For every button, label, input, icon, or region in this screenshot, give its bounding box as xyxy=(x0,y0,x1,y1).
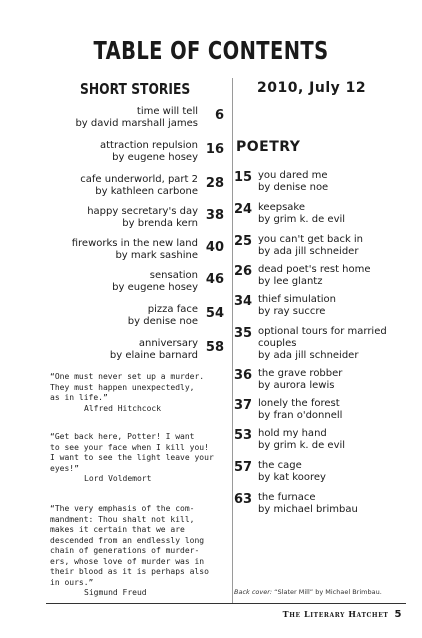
quote-line: mandment: Thou shalt not kill, xyxy=(50,514,195,524)
story-page: 38 xyxy=(205,208,224,223)
quote-attribution: Lord Voldemort xyxy=(84,474,152,483)
poem-page: 24 xyxy=(234,202,253,217)
quote-line: their blood as it is perhaps also xyxy=(50,567,209,576)
story-author: by david marshall james xyxy=(75,118,198,129)
story-author: by mark sashine xyxy=(115,250,198,261)
quote-line: “The very emphasis of the com- xyxy=(50,504,195,513)
story-author: by kathleen carbone xyxy=(95,186,198,197)
back-cover-caption xyxy=(234,588,382,596)
story-title: attraction repulsion xyxy=(100,140,198,151)
poem-page: 63 xyxy=(234,492,253,507)
poem-title: you can't get back in xyxy=(258,234,364,245)
story-title: cafe underworld, part 2 xyxy=(80,174,198,185)
poem-author: by kat koorey xyxy=(258,472,326,483)
story-entry xyxy=(20,174,230,204)
story-entry xyxy=(20,206,230,236)
footer-page-number: 5 xyxy=(394,609,402,620)
quote-line: makes it certain that we are xyxy=(50,525,185,534)
poem-title: optional tours for married couples xyxy=(258,326,387,349)
footer xyxy=(283,609,402,620)
quote-line: descended from an endlessly long xyxy=(50,535,205,545)
quote-line: ers, whose love of murder was in xyxy=(50,556,205,566)
story-entry xyxy=(20,304,230,334)
quote-attribution: Alfred Hitchcock xyxy=(84,403,162,413)
story-author: by eugene hosey xyxy=(112,152,198,163)
poem-author: by lee glantz xyxy=(258,276,323,287)
quote-attribution: Sigmund Freud xyxy=(84,588,147,597)
quote-block xyxy=(50,372,228,414)
story-title: pizza face xyxy=(147,304,198,315)
poem-page: 35 xyxy=(234,326,253,341)
poem-page: 37 xyxy=(234,398,253,413)
poem-author: by fran o'donnell xyxy=(258,410,343,421)
story-title: happy secretary's day xyxy=(87,206,198,217)
page-title: TABLE OF CONTENTS xyxy=(93,36,329,65)
poem-page: 25 xyxy=(234,234,253,249)
poem-page: 57 xyxy=(234,460,253,475)
quote-line: I want to see the light leave your xyxy=(50,453,214,462)
caption-text: “Slater Mill” by Michael Brimbau. xyxy=(272,588,382,596)
poem-page: 53 xyxy=(234,428,253,443)
story-page: 58 xyxy=(205,340,224,355)
quote-line: as in life.” xyxy=(50,393,108,402)
poem-title: lonely the forest xyxy=(258,398,340,409)
quote-block xyxy=(50,432,228,485)
quote-line: eyes!” xyxy=(50,463,79,473)
poem-author: by grim k. de evil xyxy=(258,440,346,451)
story-page: 16 xyxy=(205,142,224,157)
short-stories-heading: SHORT STORIES xyxy=(80,80,191,98)
story-author: by brenda kern xyxy=(122,218,198,229)
story-page: 6 xyxy=(214,108,224,123)
quote-line: “Get back here, Potter! I want xyxy=(50,432,195,441)
poem-page: 15 xyxy=(234,170,253,185)
poem-author: by grim k. de evil xyxy=(258,214,346,225)
quote-line: in ours.” xyxy=(50,577,94,587)
poem-author: by ada jill schneider xyxy=(258,350,359,361)
story-page: 46 xyxy=(205,272,224,287)
column-divider xyxy=(232,78,233,604)
footer-rule xyxy=(46,603,406,604)
caption-label: Back cover: xyxy=(234,588,273,596)
poem-title: dead poet's rest home xyxy=(258,264,371,275)
story-author: by eugene hosey xyxy=(112,282,198,293)
poem-author: by michael brimbau xyxy=(258,504,358,515)
poem-title: you dared me xyxy=(258,170,328,181)
issue-date: 2010, July 12 xyxy=(257,80,367,96)
story-author: by elaine barnard xyxy=(109,350,198,361)
poem-author: by aurora lewis xyxy=(258,380,335,391)
quote-line: “One must never set up a murder. xyxy=(50,372,205,381)
poem-title: the grave robber xyxy=(258,368,343,379)
story-title: time will tell xyxy=(136,106,198,117)
story-entry xyxy=(20,140,230,170)
publication-name: The Literary Hatchet xyxy=(282,609,389,619)
story-page: 28 xyxy=(205,176,224,191)
story-entry xyxy=(20,106,230,136)
poem-author: by ada jill schneider xyxy=(258,246,359,257)
story-title: fireworks in the new land xyxy=(71,238,198,249)
quote-block xyxy=(50,504,228,599)
story-entry xyxy=(20,338,230,368)
quote-line: chain of generations of murder- xyxy=(50,546,200,555)
story-entry xyxy=(20,238,230,268)
story-title: anniversary xyxy=(138,338,198,349)
poem-author: by ray succre xyxy=(258,306,326,317)
poem-title: hold my hand xyxy=(258,428,327,439)
poem-author: by denise noe xyxy=(258,182,329,193)
poem-page: 34 xyxy=(234,294,253,309)
quote-line: to see your face when I kill you! xyxy=(50,442,209,452)
quote-line: They must happen unexpectedly, xyxy=(50,382,195,392)
story-page: 54 xyxy=(205,306,224,321)
story-title: sensation xyxy=(149,270,198,281)
poem-title: keepsake xyxy=(258,202,306,213)
poem-title: thief simulation xyxy=(258,294,337,305)
poem-page: 36 xyxy=(234,368,253,383)
story-page: 40 xyxy=(205,240,224,255)
poem-page: 26 xyxy=(234,264,253,279)
story-author: by denise noe xyxy=(127,316,198,327)
poem-title: the cage xyxy=(258,460,302,471)
poetry-heading: POETRY xyxy=(236,139,301,155)
story-entry xyxy=(20,270,230,300)
poem-title: the furnace xyxy=(258,492,316,503)
